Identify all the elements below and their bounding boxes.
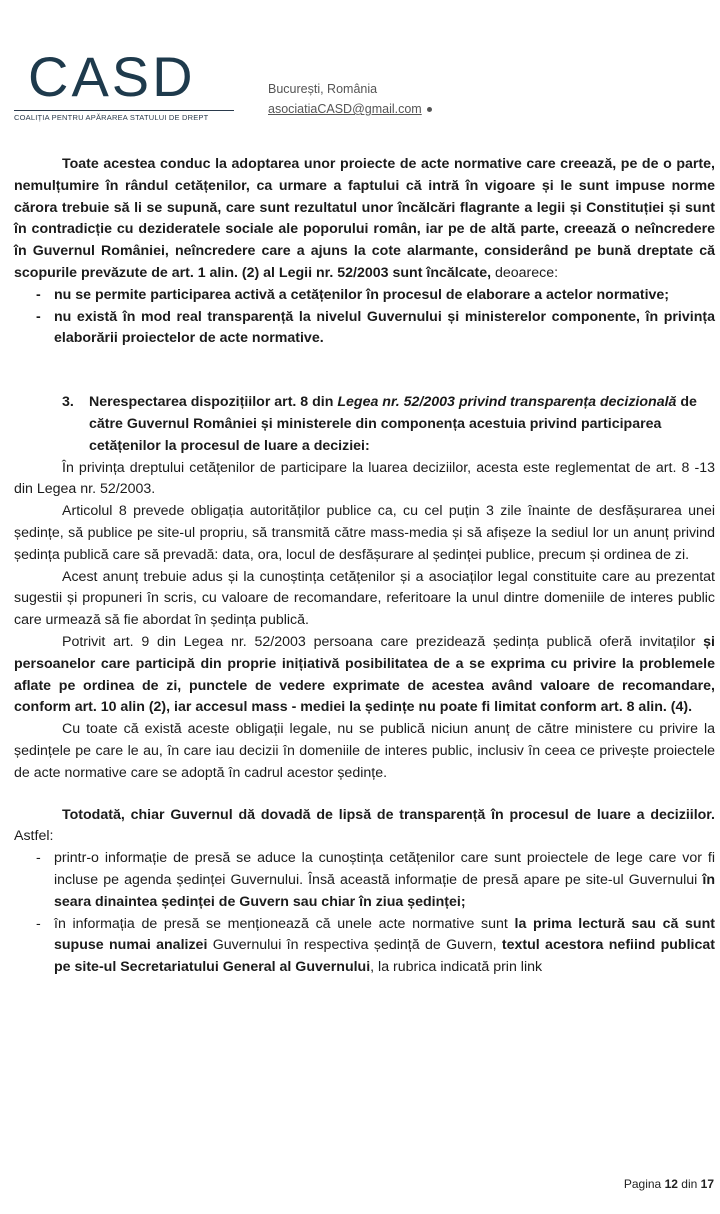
list-consequences	[14, 285, 715, 350]
list-item: - nu se permite participarea activă a cetățenilor în procesul de elaborare a actelor normative;	[14, 285, 715, 307]
page-sep: din	[681, 1177, 698, 1191]
paragraph-7-text: Astfel:	[14, 828, 54, 845]
list-item	[14, 914, 715, 979]
list-transparency	[14, 848, 715, 979]
contact-city: București, România	[268, 82, 378, 96]
list-item-text: în informația de presă se menționează că unele acte normative sunt	[54, 915, 515, 932]
list-item-bold: textul acestora nefiind publicat pe site-ul Secretariatului General al Guvernului	[54, 937, 715, 976]
paragraph-5	[14, 632, 715, 719]
page-footer	[624, 1177, 714, 1191]
section-3-heading	[14, 392, 715, 457]
paragraph-1-text: Toate acestea conduc la adoptarea unor proiecte de acte normative care creează, pe de o parte, nemulțumire în rândul cetățenilor, ca urmare a faptului că intră în vigoare și le sunt impuse norme cărora trebuie să li se supună, care sunt rezultatul unor încălcări flagrante a legii și Constituției și sunt în contradicție cu dezideratele sociale ale poporului român, iar pe de altă parte, creează o neîncredere în Guvernul României, neîncredere care a ajuns la cote alarmante, considerând pe bună dreptate că scopurile prevăzute de art. 1 alin. (2) al Legii nr. 52/2003 sunt încălcate,	[14, 156, 715, 281]
paragraph-1-tail: deoarece:	[494, 264, 559, 281]
page-total: 17	[700, 1177, 714, 1191]
letterhead	[0, 0, 720, 140]
logo-wordmark: CASD	[28, 45, 196, 108]
document-body	[14, 154, 715, 979]
list-item-bold: la prima lectură sau că sunt supuse numai analizei	[54, 915, 715, 954]
contact-info	[268, 79, 432, 119]
paragraph-5-text: Potrivit art. 9 din Legea nr. 52/2003 persoana care prezidează ședința publică oferă invitaților	[62, 633, 704, 650]
list-item-text: , la rubrica indicată prin link	[370, 959, 543, 976]
casd-logo	[14, 44, 234, 124]
section-3-text-b: de către Guvernul României și ministerele din componența acestuia privind participarea cetățenilor la procesul de luare a deciziei:	[89, 394, 697, 454]
paragraph-5-bold: și persoanelor care participă din proprie inițiativă posibilitatea de a se exprima cu privire la problemele aflate pe ordinea de zi, punctele de vedere exprimate de acestea având valoare de recomandare, conform art. 10 alin (2), iar accesul mass - mediei la ședințe nu poate fi limitat conform art. 8 alin. (4).	[14, 633, 715, 716]
paragraph-4: Acest anunț trebuie adus și la cunoștința cetățenilor și a asociaților legal constituite care au prezentat sugestii și propuneri în scris, cu valoare de recomandare, referitoare la unul dintre domeniile de interes public care urmează să fie abordat în ședința publică.	[14, 568, 715, 629]
section-3-law-title: Legea nr. 52/2003 privind transparența decizională	[337, 394, 677, 411]
page-current: 12	[664, 1177, 678, 1191]
paragraph-3: Articolul 8 prevede obligația autorităților publice ca, cu cel puțin 3 zile înainte de desfășurarea unei ședințe, să publice pe site-ul propriu, să transmită către mass-media și să afișeze la sediul lor un anunț privind ședința publică care să prevadă: data, ora, locul de desfășurare al ședinței publice, precum și ordinea de zi.	[14, 503, 715, 563]
logo-tagline: COALIȚIA PENTRU APĂRAREA STATULUI DE DREPT	[14, 110, 234, 122]
list-item-bold: în seara dinaintea ședinței de Guvern sau chiar în ziua ședinței;	[54, 871, 715, 910]
contact-email[interactable]: asociatiaCASD@gmail.com	[268, 102, 422, 116]
paragraph-7	[14, 805, 715, 849]
bullet-dot-icon	[427, 107, 432, 112]
page-label: Pagina	[623, 1177, 662, 1191]
paragraph-6: Cu toate că există aceste obligații legale, nu se publică niciun anunț de către ministere cu privire la ședințele pe care le au, în care iau decizii în domeniile de interes public, inclusiv în ceea ce privește proiectele de acte normative care se adoptă în cadrul acestor ședințe.	[14, 721, 715, 781]
paragraph-2: În privința dreptului cetățenilor de participare la luarea deciziilor, acesta este reglementat de art. 8 -13 din Legea nr. 52/2003.	[14, 459, 715, 498]
section-3-text-a: Nerespectarea dispozițiilor art. 8 din	[89, 394, 338, 411]
list-item: - nu există în mod real transparență la nivelul Guvernului și ministerelor componente, în privința elaborării proiectelor de acte normative.	[14, 307, 715, 351]
list-item-text: Guvernului în respectiva ședință de Guvern,	[207, 937, 502, 954]
list-item-text: printr-o informație de presă se aduce la cunoștința cetățenilor care sunt proiectele de lege care vor fi incluse pe agenda ședinței Guvernului. Însă această informație de presă apare pe site-ul Guvernului	[54, 850, 715, 888]
list-item	[14, 848, 715, 913]
section-number: 3.	[62, 394, 74, 411]
paragraph-7-bold: Totodată, chiar Guvernul dă dovadă de lipsă de transparență în procesul de luare a deciziilor.	[62, 806, 715, 823]
paragraph-1	[14, 154, 715, 285]
